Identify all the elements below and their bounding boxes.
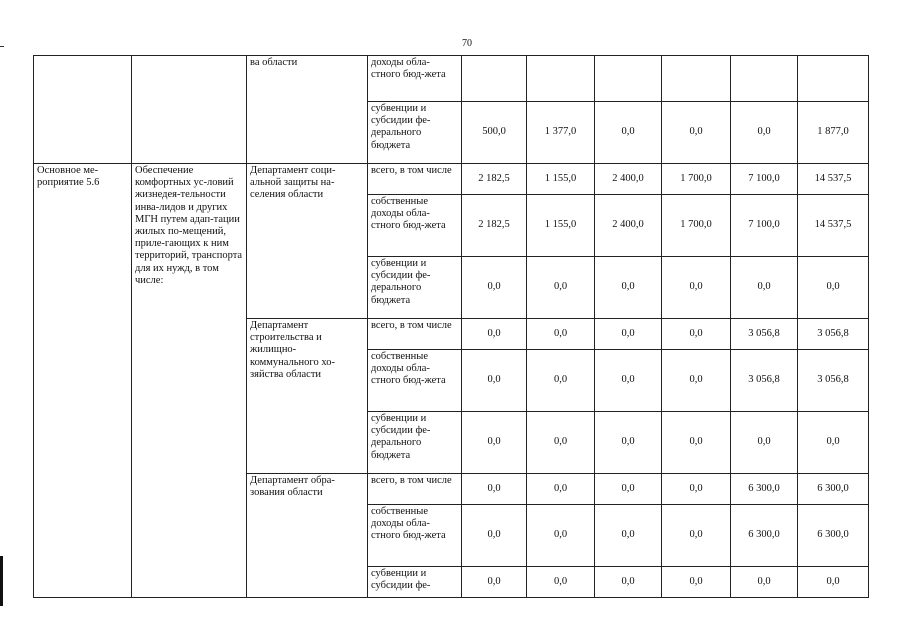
value-cell: 1 877,0 — [798, 102, 869, 164]
funding-source-cell: субвенции и субсидии фе-дерального бюджета — [368, 102, 462, 164]
funding-source-cell: доходы обла-стного бюд-жета — [368, 56, 462, 102]
funding-source-cell: собственные доходы обла-стного бюд-жета — [368, 195, 462, 257]
value-cell: 3 056,8 — [731, 350, 798, 412]
value-cell: 0,0 — [662, 412, 731, 474]
value-cell: 2 182,5 — [462, 195, 527, 257]
value-cell — [462, 56, 527, 102]
table-row — [34, 164, 869, 195]
value-cell: 0,0 — [595, 505, 662, 567]
value-cell: 0,0 — [798, 567, 869, 598]
value-cell: 0,0 — [595, 319, 662, 350]
value-cell — [527, 56, 595, 102]
value-cell: 0,0 — [462, 319, 527, 350]
value-cell: 0,0 — [595, 474, 662, 505]
value-cell: 1 155,0 — [527, 164, 595, 195]
value-cell: 0,0 — [595, 567, 662, 598]
funding-source-cell: субвенции и субсидии фе-дерального бюджета — [368, 257, 462, 319]
scan-edge-mark — [0, 46, 4, 47]
value-cell: 7 100,0 — [731, 195, 798, 257]
funding-source-cell: всего, в том числе — [368, 319, 462, 350]
value-cell: 0,0 — [527, 350, 595, 412]
value-cell: 500,0 — [462, 102, 527, 164]
value-cell: 0,0 — [731, 567, 798, 598]
value-cell — [662, 56, 731, 102]
value-cell: 0,0 — [662, 474, 731, 505]
value-cell: 2 182,5 — [462, 164, 527, 195]
value-cell: 0,0 — [662, 505, 731, 567]
value-cell: 0,0 — [595, 412, 662, 474]
value-cell: 0,0 — [731, 412, 798, 474]
value-cell: 0,0 — [662, 102, 731, 164]
executor-cell: Департамент строительства и жилищно-коммунального хо-зяйства области — [247, 319, 368, 474]
value-cell: 6 300,0 — [731, 474, 798, 505]
value-cell: 1 155,0 — [527, 195, 595, 257]
value-cell: 3 056,8 — [798, 319, 869, 350]
measure-code-cell — [34, 56, 132, 164]
value-cell: 6 300,0 — [798, 505, 869, 567]
value-cell: 6 300,0 — [798, 474, 869, 505]
value-cell: 1 700,0 — [662, 164, 731, 195]
value-cell: 0,0 — [462, 567, 527, 598]
value-cell: 0,0 — [527, 257, 595, 319]
value-cell: 14 537,5 — [798, 195, 869, 257]
value-cell: 0,0 — [798, 257, 869, 319]
value-cell: 0,0 — [527, 319, 595, 350]
value-cell: 0,0 — [527, 567, 595, 598]
value-cell: 7 100,0 — [731, 164, 798, 195]
value-cell: 0,0 — [662, 350, 731, 412]
value-cell: 1 700,0 — [662, 195, 731, 257]
funding-source-cell: собственные доходы обла-стного бюд-жета — [368, 350, 462, 412]
value-cell: 3 056,8 — [731, 319, 798, 350]
value-cell: 0,0 — [595, 102, 662, 164]
value-cell — [798, 56, 869, 102]
budget-table — [33, 55, 869, 598]
funding-source-cell: собственные доходы обла-стного бюд-жета — [368, 505, 462, 567]
value-cell: 0,0 — [462, 474, 527, 505]
value-cell: 6 300,0 — [731, 505, 798, 567]
value-cell: 3 056,8 — [798, 350, 869, 412]
funding-source-cell: всего, в том числе — [368, 164, 462, 195]
value-cell: 0,0 — [462, 257, 527, 319]
value-cell: 0,0 — [662, 257, 731, 319]
value-cell: 0,0 — [662, 319, 731, 350]
value-cell: 0,0 — [662, 567, 731, 598]
value-cell: 2 400,0 — [595, 195, 662, 257]
measure-code-cell: Основное ме-роприятие 5.6 — [34, 164, 132, 598]
value-cell: 14 537,5 — [798, 164, 869, 195]
value-cell: 0,0 — [731, 257, 798, 319]
funding-source-cell: субвенции и субсидии фе- — [368, 567, 462, 598]
value-cell: 0,0 — [798, 412, 869, 474]
measure-name-cell: Обеспечение комфортных ус-ловий жизнедея-тельности инва-лидов и других МГН путем адап-тации жилых по-мещений, приле-гающих к ним территорий, транспорта для их нужд, в том числе: — [132, 164, 247, 598]
value-cell: 0,0 — [527, 505, 595, 567]
value-cell: 0,0 — [731, 102, 798, 164]
value-cell — [595, 56, 662, 102]
scan-edge-mark — [0, 556, 3, 606]
value-cell: 0,0 — [527, 474, 595, 505]
value-cell: 1 377,0 — [527, 102, 595, 164]
funding-source-cell: всего, в том числе — [368, 474, 462, 505]
executor-cell: Департамент соци-альной защиты на-селения области — [247, 164, 368, 319]
executor-cell: ва области — [247, 56, 368, 164]
executor-cell: Департамент обра-зования области — [247, 474, 368, 598]
value-cell: 0,0 — [462, 412, 527, 474]
value-cell: 0,0 — [595, 257, 662, 319]
value-cell: 0,0 — [462, 505, 527, 567]
funding-source-cell: субвенции и субсидии фе-дерального бюджета — [368, 412, 462, 474]
value-cell: 0,0 — [527, 412, 595, 474]
value-cell — [731, 56, 798, 102]
value-cell: 0,0 — [595, 350, 662, 412]
value-cell: 0,0 — [462, 350, 527, 412]
measure-name-cell — [132, 56, 247, 164]
table-row — [34, 56, 869, 102]
value-cell: 2 400,0 — [595, 164, 662, 195]
page-number: 70 — [462, 38, 472, 49]
